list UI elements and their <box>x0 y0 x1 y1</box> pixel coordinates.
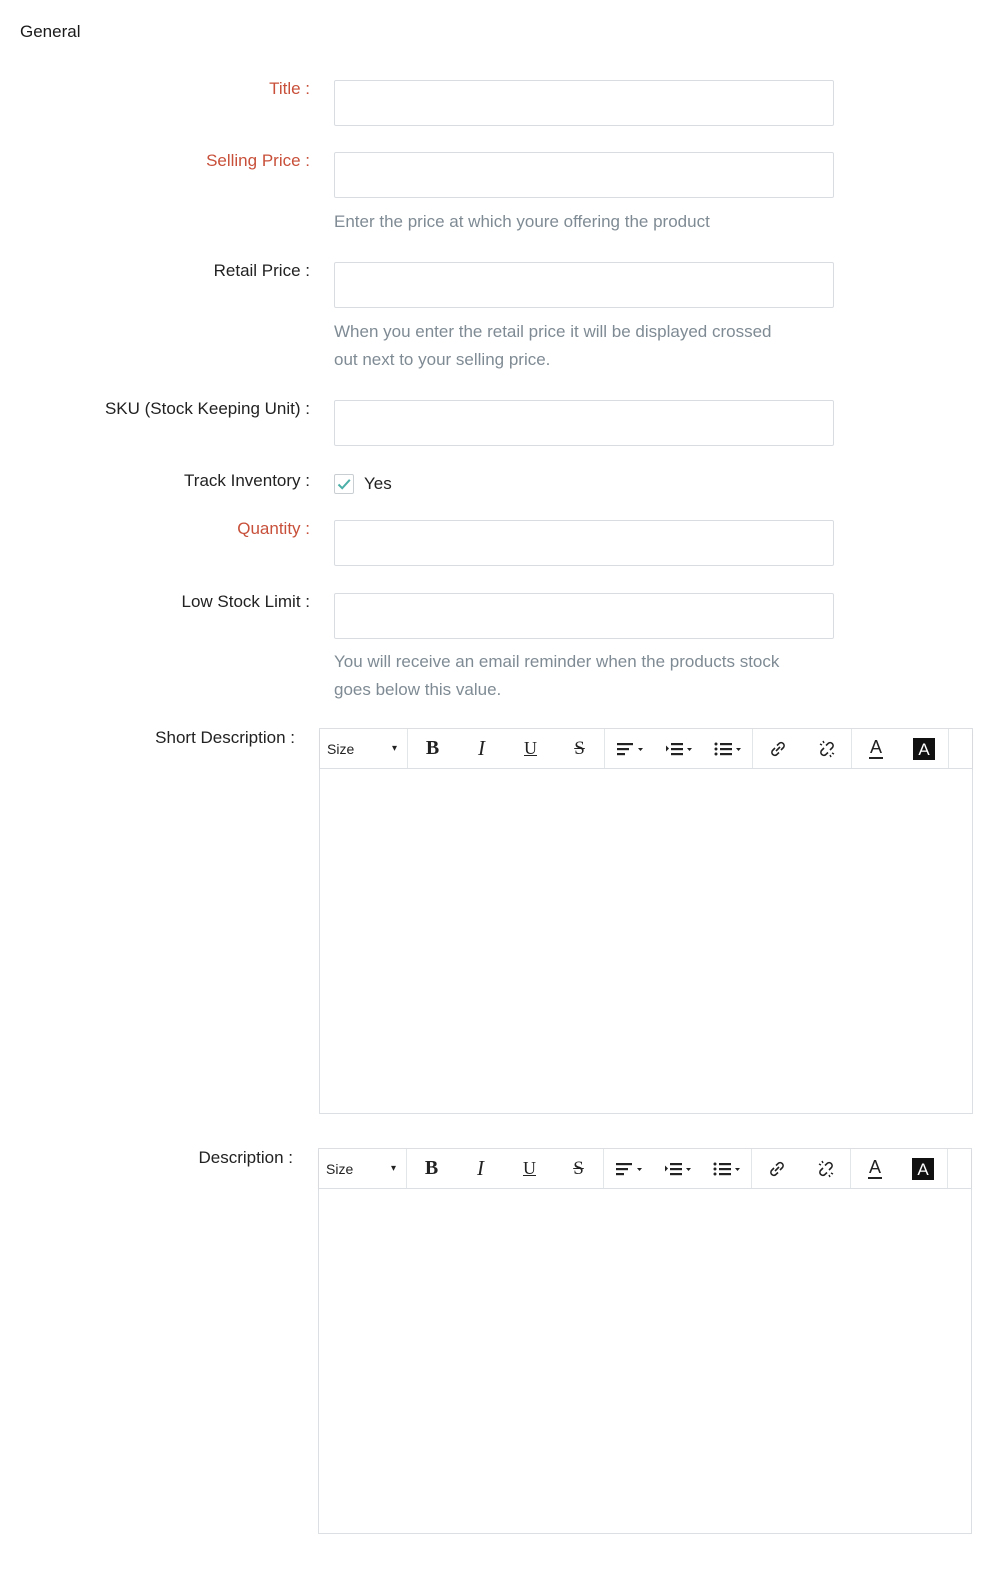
paragraph-group <box>605 729 753 768</box>
text-color-icon <box>866 1157 884 1181</box>
align-button[interactable] <box>604 1149 653 1188</box>
italic-button[interactable]: I <box>477 1156 484 1180</box>
selling-price-label: Selling Price : <box>206 151 310 170</box>
checkmark-icon <box>336 476 352 492</box>
indent-button[interactable] <box>653 1149 702 1188</box>
title-label: Title : <box>269 79 310 98</box>
track-inventory-label: Track Inventory : <box>184 471 310 490</box>
background-color-icon <box>912 1158 934 1180</box>
font-size-dropdown[interactable] <box>320 729 408 768</box>
quantity-input[interactable] <box>334 520 834 566</box>
track-inventory-yes-label: Yes <box>364 474 392 493</box>
svg-text:A: A <box>917 1159 929 1179</box>
retail-price-help <box>334 318 834 374</box>
align-left-icon <box>615 741 645 757</box>
track-inventory-row <box>334 472 392 496</box>
short-description-label: Short Description : <box>155 728 295 747</box>
retail-price-input[interactable] <box>334 262 834 308</box>
svg-text:A: A <box>918 739 930 759</box>
low-stock-limit-input[interactable] <box>334 593 834 639</box>
align-left-icon <box>614 1161 644 1177</box>
selling-price-input[interactable] <box>334 152 834 198</box>
remove-link-button[interactable] <box>802 729 851 768</box>
bullet-list-icon <box>712 1161 742 1177</box>
track-inventory-checkbox[interactable] <box>334 474 354 494</box>
selling-price-help: Enter the price at which youre offering the product <box>334 212 710 231</box>
low-stock-limit-help <box>334 648 834 704</box>
underline-button[interactable]: U <box>524 738 537 758</box>
font-size-label: Size <box>326 1160 354 1177</box>
editor-toolbar <box>319 1149 971 1189</box>
indent-button[interactable] <box>654 729 703 768</box>
background-color-button[interactable] <box>900 729 948 768</box>
unlink-icon <box>815 1158 837 1180</box>
strikethrough-button[interactable]: S <box>574 737 585 759</box>
quantity-label: Quantity : <box>237 519 310 538</box>
text-style-group <box>408 729 605 768</box>
bullet-list-icon <box>713 741 743 757</box>
link-icon <box>767 738 789 760</box>
description-label: Description : <box>198 1148 293 1167</box>
chevron-down-icon: ▾ <box>391 743 397 754</box>
text-color-button[interactable] <box>851 1149 899 1188</box>
list-button[interactable] <box>703 729 752 768</box>
short-description-editor <box>319 728 973 1114</box>
color-group <box>851 1149 948 1188</box>
color-group <box>852 729 949 768</box>
insert-link-button[interactable] <box>753 729 802 768</box>
underline-button[interactable]: U <box>523 1158 536 1178</box>
description-textarea[interactable] <box>319 1189 971 1533</box>
font-size-dropdown[interactable] <box>319 1149 407 1188</box>
svg-text:A: A <box>868 1156 882 1177</box>
text-style-group <box>407 1149 604 1188</box>
link-group <box>752 1149 851 1188</box>
svg-text:A: A <box>869 736 883 757</box>
align-button[interactable] <box>605 729 654 768</box>
insert-link-button[interactable] <box>752 1149 801 1188</box>
retail-price-label: Retail Price : <box>213 261 310 280</box>
retail-price-help-line: out next to your selling price. <box>334 350 551 369</box>
list-button[interactable] <box>702 1149 751 1188</box>
text-color-button[interactable] <box>852 729 900 768</box>
low-stock-help-line: goes below this value. <box>334 680 502 699</box>
font-size-label: Size <box>327 740 355 757</box>
bold-button[interactable]: B <box>424 1157 439 1179</box>
section-title: General <box>20 22 81 41</box>
editor-toolbar <box>320 729 972 769</box>
link-group <box>753 729 852 768</box>
bold-button[interactable]: B <box>425 737 440 759</box>
background-color-button[interactable] <box>899 1149 947 1188</box>
link-icon <box>766 1158 788 1180</box>
low-stock-help-line: You will receive an email reminder when the products stock <box>334 652 780 671</box>
unlink-icon <box>816 738 838 760</box>
chevron-down-icon: ▾ <box>390 1163 396 1174</box>
strikethrough-button[interactable]: S <box>573 1157 584 1179</box>
description-editor <box>318 1148 972 1534</box>
background-color-icon <box>913 738 935 760</box>
title-input[interactable] <box>334 80 834 126</box>
indent-icon <box>663 1161 693 1177</box>
indent-icon <box>664 741 694 757</box>
sku-label: SKU (Stock Keeping Unit) : <box>104 399 310 418</box>
sku-input[interactable] <box>334 400 834 446</box>
retail-price-help-line: When you enter the retail price it will be displayed crossed <box>334 322 772 341</box>
short-description-textarea[interactable] <box>320 769 972 1113</box>
paragraph-group <box>604 1149 752 1188</box>
text-color-icon <box>867 737 885 761</box>
remove-link-button[interactable] <box>801 1149 850 1188</box>
italic-button[interactable]: I <box>478 736 485 760</box>
low-stock-limit-label: Low Stock Limit : <box>181 592 310 611</box>
